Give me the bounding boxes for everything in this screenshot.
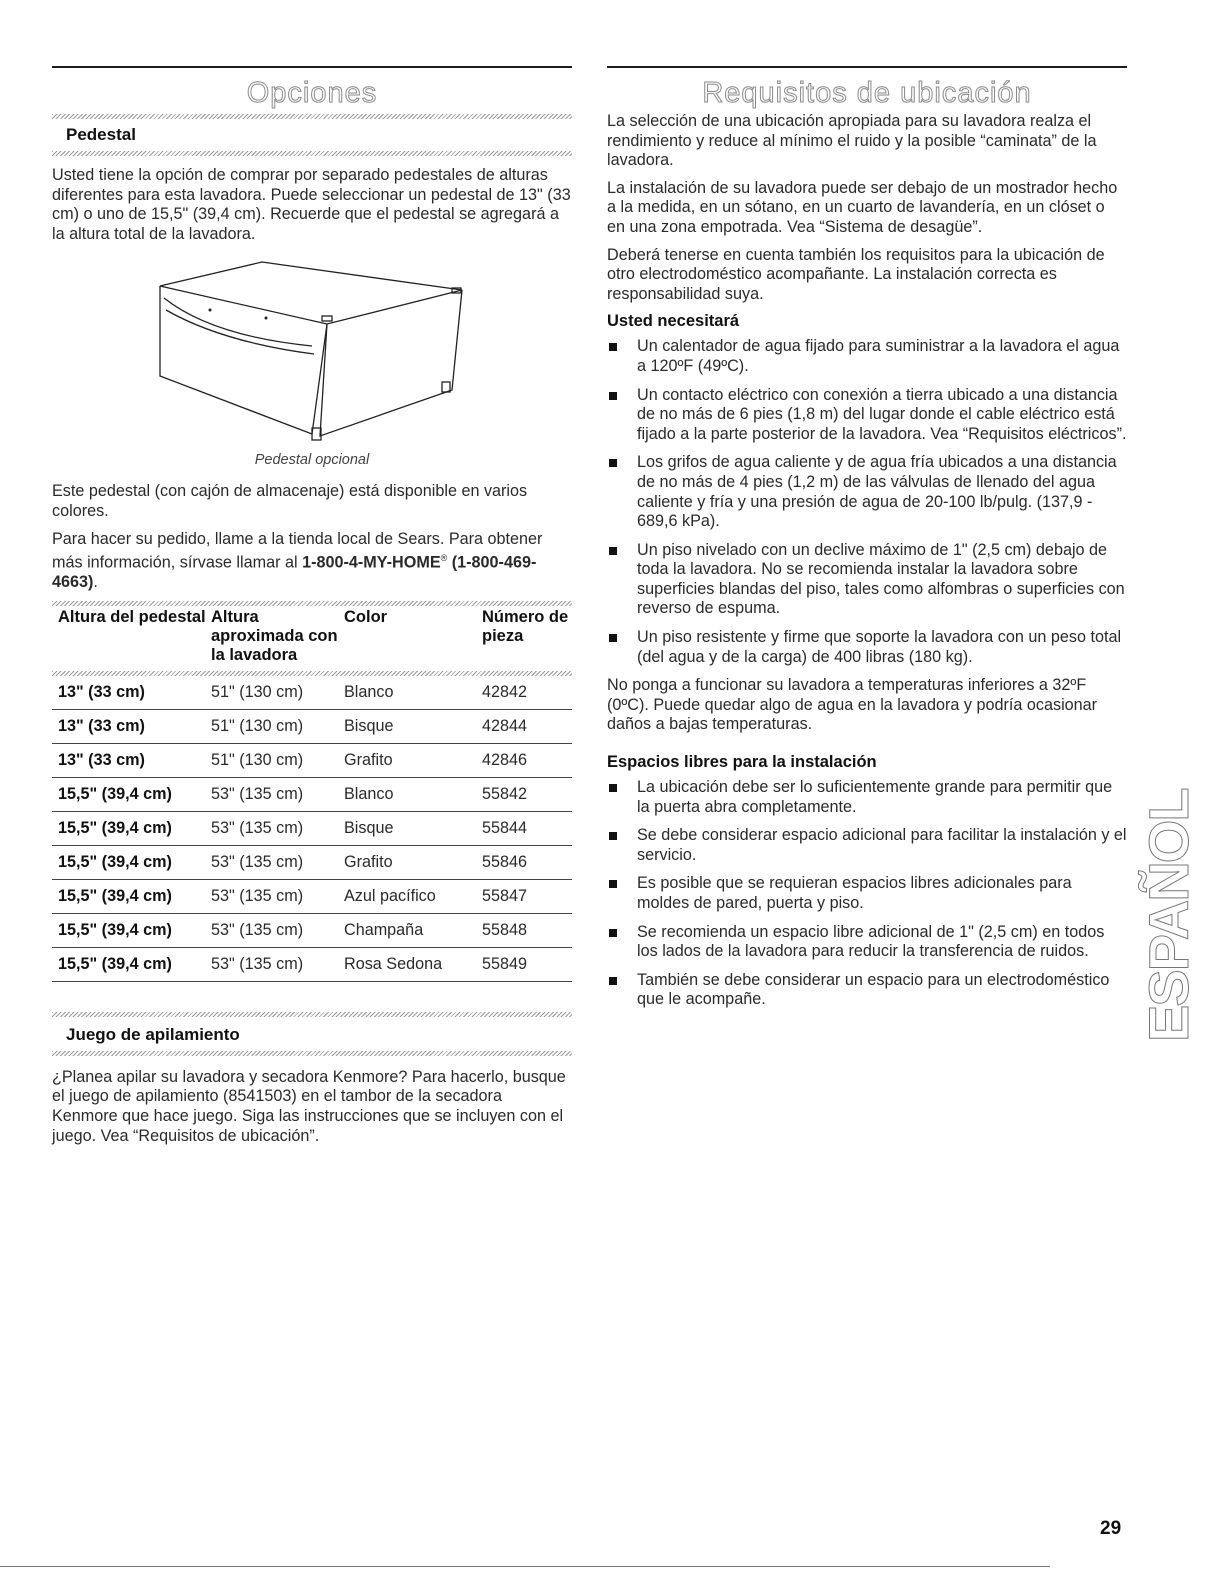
bottom-rule [0, 1566, 1050, 1567]
header-pedestal-height: Altura del pedestal [58, 607, 206, 626]
cell-approx-height: 53" (135 cm) [211, 845, 344, 879]
clearance-item [607, 778, 1127, 817]
table-row [52, 913, 572, 947]
left-column [52, 66, 572, 1154]
cell-part-number: 55842 [482, 777, 572, 811]
table-row [52, 811, 572, 845]
cell-part-number: 55844 [482, 811, 572, 845]
bullet-text: Un piso nivelado con un declive máximo de 1" (2,5 cm) debajo de toda la lavadora. No se recomienda instalar la lavadora sobre superficies blandas del piso, tales como alfombras o superficies con reverso de espuma. [637, 540, 1125, 618]
cell-part-number: 42844 [482, 709, 572, 743]
intro-paragraph-3: Deberá tenerse en cuenta también los requisitos para la ubicación de otro electrodoméstico acompañante. La instalación correcta es responsabilidad suya. [607, 245, 1105, 303]
header-part-number: Número de pieza [482, 607, 569, 645]
pedestal-order-info [52, 530, 572, 593]
clearance-item [607, 923, 1127, 962]
cell-color: Rosa Sedona [344, 947, 482, 981]
bullet-square-icon [609, 634, 617, 642]
bullet-text: Un contacto eléctrico con conexión a tierra ubicado a una distancia de no más de 6 pies (1,8 m) del lugar donde el cable eléctrico está fijado a la parte posterior de la lavadora. Vea “Requisitos eléctricos”. [637, 385, 1127, 443]
bullet-text: Se debe considerar espacio adicional para facilitar la instalación y el servicio. [637, 826, 1127, 864]
cell-pedestal-height: 15,5" (39,4 cm) [52, 947, 211, 981]
pedestal-availability: Este pedestal (con cajón de almacenaje) está disponible en varios colores. [52, 482, 528, 520]
section-title-requisitos: Requisitos de ubicación [702, 77, 1032, 109]
cell-approx-height: 51" (130 cm) [211, 743, 344, 777]
cell-part-number: 42842 [482, 676, 572, 710]
hatch-divider [52, 151, 572, 156]
cell-part-number: 55849 [482, 947, 572, 981]
cell-color: Champaña [344, 913, 482, 947]
cell-pedestal-height: 15,5" (39,4 cm) [52, 845, 211, 879]
bullet-square-icon [609, 929, 617, 937]
cell-pedestal-height: 15,5" (39,4 cm) [52, 777, 211, 811]
clearance-item [607, 874, 1127, 913]
clearance-list [607, 778, 1127, 1010]
needs-item [607, 386, 1127, 445]
table-row [52, 676, 572, 710]
cell-pedestal-height: 13" (33 cm) [52, 709, 211, 743]
clearance-heading: Espacios libres para la instalación [607, 753, 877, 772]
intro-paragraph-1: La selección de una ubicación apropiada para su lavadora realza el rendimiento y reduce al mínimo el ruido y la posible “caminata” de la lavadora. [607, 112, 1097, 170]
bullet-square-icon [609, 343, 617, 351]
pedestal-illustration [152, 258, 472, 448]
period: . [93, 573, 98, 592]
pedestal-caption: Pedestal opcional [254, 452, 370, 469]
cell-pedestal-height: 15,5" (39,4 cm) [52, 811, 211, 845]
bullet-square-icon [609, 459, 617, 467]
section-title-opciones: Opciones [246, 77, 378, 109]
temperature-warning: No ponga a funcionar su lavadora a temperaturas inferiores a 32ºF (0ºC). Puede quedar algo de agua en la lavadora y podría ocasionar daños a bajas temperaturas. [607, 676, 1098, 734]
page-number: 29 [1100, 1518, 1122, 1539]
registered-mark: ® [440, 553, 448, 564]
cell-pedestal-height: 15,5" (39,4 cm) [52, 879, 211, 913]
bullet-text: Es posible que se requieran espacios libres adicionales para moldes de pared, puerta y piso. [637, 874, 1072, 912]
pedestal-intro: Usted tiene la opción de comprar por separado pedestales de alturas diferentes para esta lavadora. Puede seleccionar un pedestal de 13" (33 cm) o uno de 15,5" (39,4 cm). Recuerde que el pedestal se agregará a la altura total de la lavadora. [52, 166, 571, 243]
table-header-row [52, 606, 572, 671]
bullet-text: Se recomienda un espacio libre adicional de 1" (2,5 cm) en todos los lados de la lavadora para reducir la transferencia de ruidos. [637, 922, 1105, 961]
table-row [52, 743, 572, 777]
espanol-side-tab: ESPAÑOL [1137, 789, 1200, 1042]
right-column [607, 66, 1127, 1019]
cell-part-number: 42846 [482, 743, 572, 777]
cell-color: Grafito [344, 845, 482, 879]
bullet-square-icon [609, 547, 617, 555]
phone-number: (1-800-469-4663) [52, 553, 537, 592]
table-row [52, 777, 572, 811]
bullet-square-icon [609, 832, 617, 840]
needs-item [607, 628, 1127, 667]
bullet-text: También se debe considerar un espacio para un electrodoméstico que le acompañe. [637, 970, 1110, 1009]
table-row [52, 879, 572, 913]
header-approx-height: Altura aproximada con la lavadora [211, 607, 338, 664]
top-rule [52, 66, 572, 68]
hatch-divider [52, 1012, 572, 1017]
needs-item [607, 453, 1127, 531]
cell-part-number: 55848 [482, 913, 572, 947]
pedestal-heading: Pedestal [66, 125, 136, 144]
cell-color: Azul pacífico [344, 879, 482, 913]
top-rule [607, 66, 1127, 68]
stacking-heading: Juego de apilamiento [66, 1024, 240, 1044]
table-body [52, 676, 572, 982]
bullet-square-icon [609, 784, 617, 792]
cell-color: Bisque [344, 709, 482, 743]
bullet-square-icon [609, 392, 617, 400]
cell-color: Blanco [344, 777, 482, 811]
needs-item [607, 337, 1127, 376]
bullet-square-icon [609, 880, 617, 888]
cell-part-number: 55847 [482, 879, 572, 913]
cell-approx-height: 53" (135 cm) [211, 913, 344, 947]
table-row [52, 947, 572, 981]
cell-color: Grafito [344, 743, 482, 777]
cell-part-number: 55846 [482, 845, 572, 879]
cell-approx-height: 53" (135 cm) [211, 811, 344, 845]
cell-pedestal-height: 13" (33 cm) [52, 676, 211, 710]
header-color: Color [344, 607, 388, 626]
bullet-text: Los grifos de agua caliente y de agua fría ubicados a una distancia de no más de 4 pies (1,2 m) de las válvulas de llenado del agua caliente y fría y una presión de agua de 20-100 lb/pulg. (137,9 - 689,6 kPa). [637, 453, 1117, 531]
table-row [52, 845, 572, 879]
order-text: Para hacer su pedido, llame a la tienda local de Sears. Para obtener más información, sírvase llamar al [52, 529, 543, 572]
bullet-text: Un piso resistente y firme que soporte la lavadora con un peso total (del agua y de la carga) de 400 libras (180 kg). [637, 628, 1122, 666]
cell-pedestal-height: 13" (33 cm) [52, 743, 211, 777]
hatch-divider [52, 114, 572, 119]
phone-bold: 1-800-4-MY-HOME [302, 553, 441, 572]
pedestal-table [52, 601, 572, 982]
hatch-divider [52, 1051, 572, 1056]
intro-paragraph-2: La instalación de su lavadora puede ser debajo de un mostrador hecho a la medida, en un sótano, en un cuarto de lavandería, en un clóset o en una zona empotrada. Vea “Sistema de desagüe”. [607, 178, 1118, 236]
cell-approx-height: 51" (130 cm) [211, 676, 344, 710]
bullet-text: La ubicación debe ser lo suficientemente grande para permitir que la puerta abra completamente. [637, 778, 1113, 816]
cell-color: Bisque [344, 811, 482, 845]
cell-approx-height: 53" (135 cm) [211, 879, 344, 913]
bullet-square-icon [609, 977, 617, 985]
cell-approx-height: 51" (130 cm) [211, 709, 344, 743]
stacking-text: ¿Planea apilar su lavadora y secadora Kenmore? Para hacerlo, busque el juego de apilamiento (8541503) en el tambor de la secadora Kenmore que hace juego. Siga las instrucciones que se incluyen con el juego. Vea “Requisitos de ubicación”. [52, 1067, 566, 1145]
cell-approx-height: 53" (135 cm) [211, 777, 344, 811]
clearance-item [607, 826, 1127, 865]
table-row [52, 709, 572, 743]
cell-pedestal-height: 15,5" (39,4 cm) [52, 913, 211, 947]
needs-heading: Usted necesitará [607, 312, 740, 331]
cell-approx-height: 53" (135 cm) [211, 947, 344, 981]
cell-color: Blanco [344, 676, 482, 710]
bullet-text: Un calentador de agua fijado para suministrar a la lavadora el agua a 120ºF (49ºC). [637, 337, 1120, 375]
needs-list [607, 337, 1127, 667]
clearance-item [607, 971, 1127, 1010]
needs-item [607, 541, 1127, 619]
